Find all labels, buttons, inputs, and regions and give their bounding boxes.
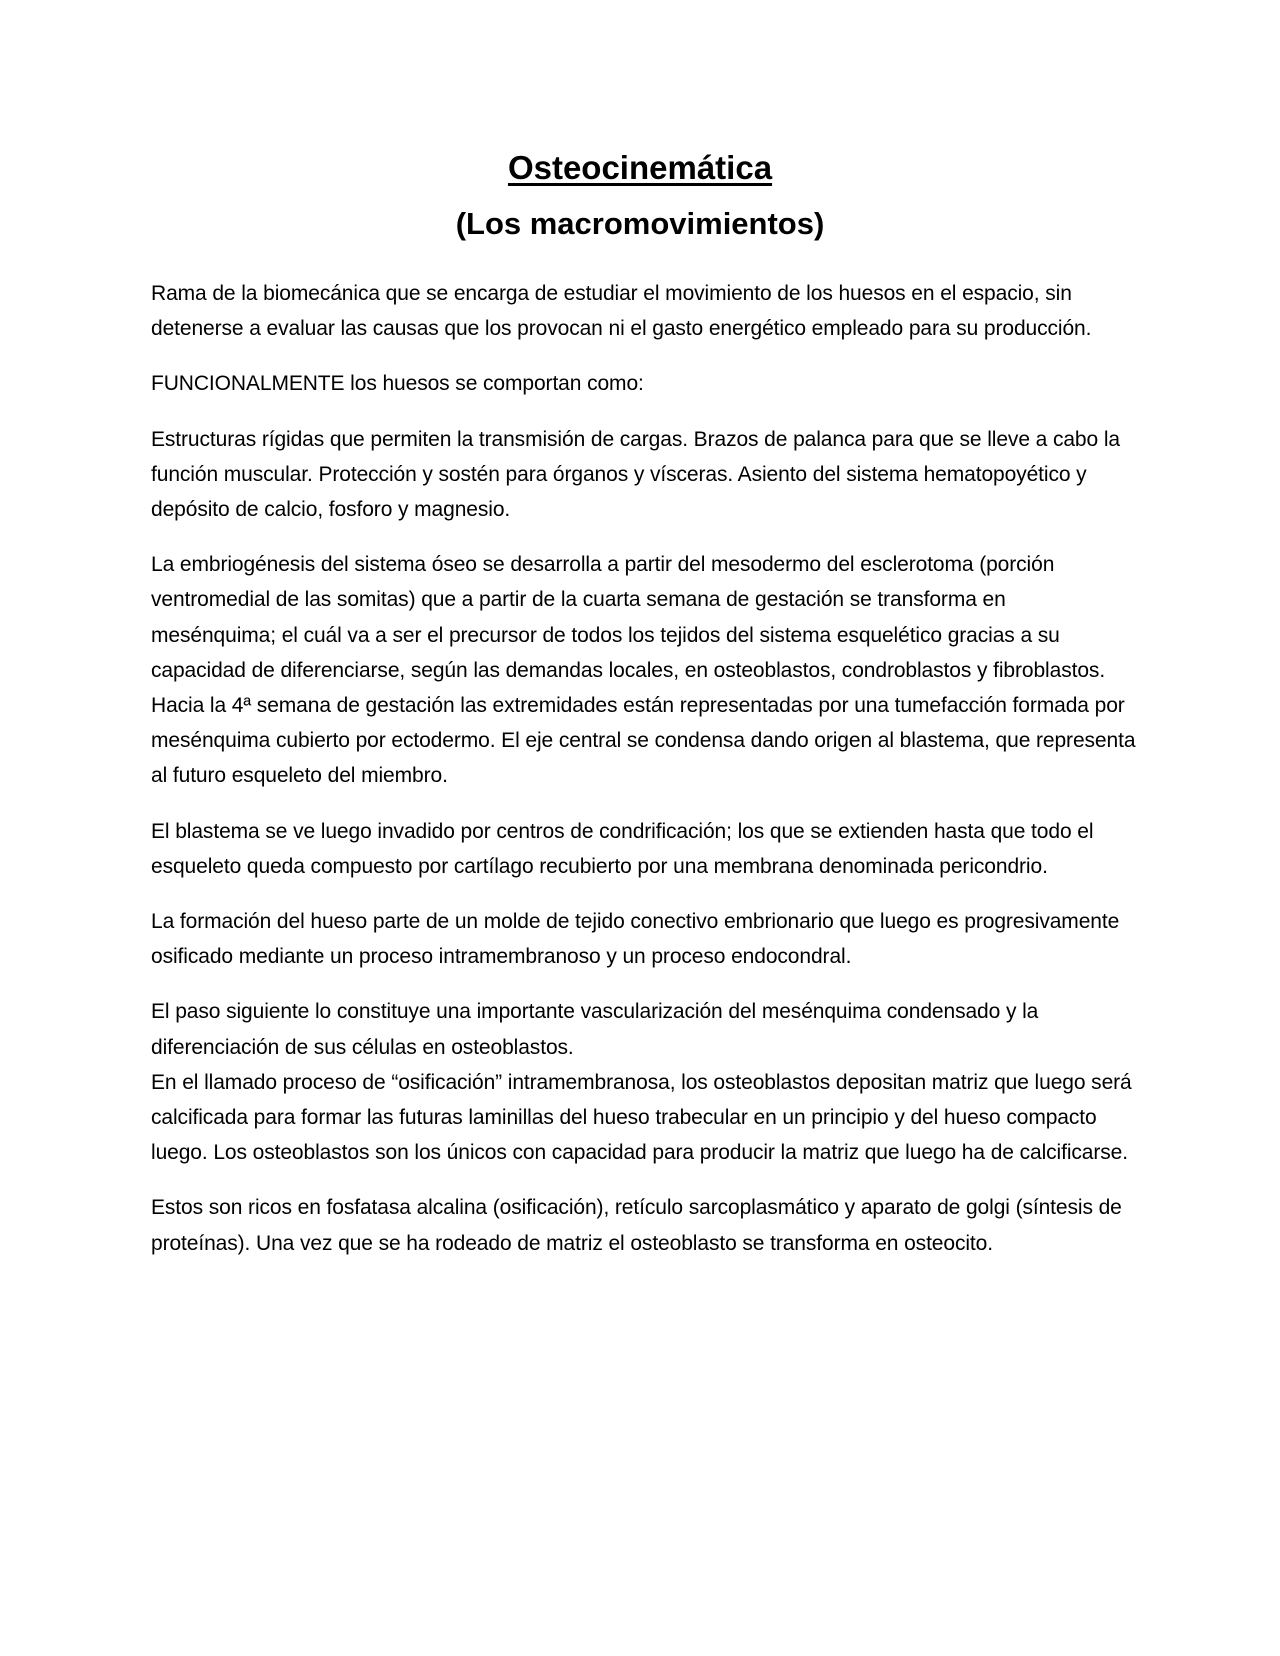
document-body <box>151 276 1136 1281</box>
paragraph-vascularization: El paso siguiente lo constituye una importante vascularización del mesénquima condensado y la diferenciación de sus células en osteoblastos. <box>151 1000 1039 1059</box>
document-subtitle: (Los macromovimientos) <box>455 206 825 241</box>
paragraph-ossification: En el llamado proceso de “osificación” intramembranosa, los osteoblastos depositan matriz que luego será calcificada para formar las futuras laminillas del hueso trabecular en un principio y del hueso compacto luego. Los osteoblastos son los únicos con capacidad para producir la matriz que luego ha de calcificarse. <box>151 1070 1132 1165</box>
document-title: Osteocinemática <box>507 149 773 186</box>
paragraph-blastema: El blastema se ve luego invadido por centros de condrificación; los que se extienden hasta que todo el esqueleto queda compuesto por cartílago recubierto por una membrana denominada pericondrio. <box>151 819 1094 878</box>
paragraph-osteocytes: Estos son ricos en fosfatasa alcalina (osificación), retículo sarcoplasmático y aparato de golgi (síntesis de proteínas). Una vez que se ha rodeado de matriz el osteoblasto se transforma en osteocito. <box>151 1196 1122 1255</box>
paragraph-functionally: FUNCIONALMENTE los huesos se comportan como: <box>151 372 644 396</box>
paragraph-embryogenesis: La embriogénesis del sistema óseo se desarrolla a partir del mesodermo del esclerotoma (porción ventromedial de las somitas) que a partir de la cuarta semana de gestación se transforma en mesénquima; el cuál va a ser el precursor de todos los tejidos del sistema esquelético gracias a su capacidad de diferenciarse, según las demandas locales, en osteoblastos, condroblastos y fibroblastos. Hacia la 4ª semana de gestación las extremidades están representadas por una tumefacción formada por mesénquima cubierto por ectodermo. El eje central se condensa dando origen al blastema, que representa al futuro esqueleto del miembro. <box>151 553 1136 788</box>
paragraph-functions: Estructuras rígidas que permiten la transmisión de cargas. Brazos de palanca para que se lleve a cabo la función muscular. Protección y sostén para órganos y vísceras. Asiento del sistema hematopoyético y depósito de calcio, fosforo y magnesio. <box>151 427 1120 522</box>
paragraph-bone-formation: La formación del hueso parte de un molde de tejido conectivo embrionario que luego es progresivamente osificado mediante un proceso intramembranoso y un proceso endocondral. <box>151 910 1120 969</box>
paragraph-definition: Rama de la biomecánica que se encarga de estudiar el movimiento de los huesos en el espacio, sin detenerse a evaluar las causas que los provocan ni el gasto energético empleado para su producción. <box>151 282 1092 341</box>
